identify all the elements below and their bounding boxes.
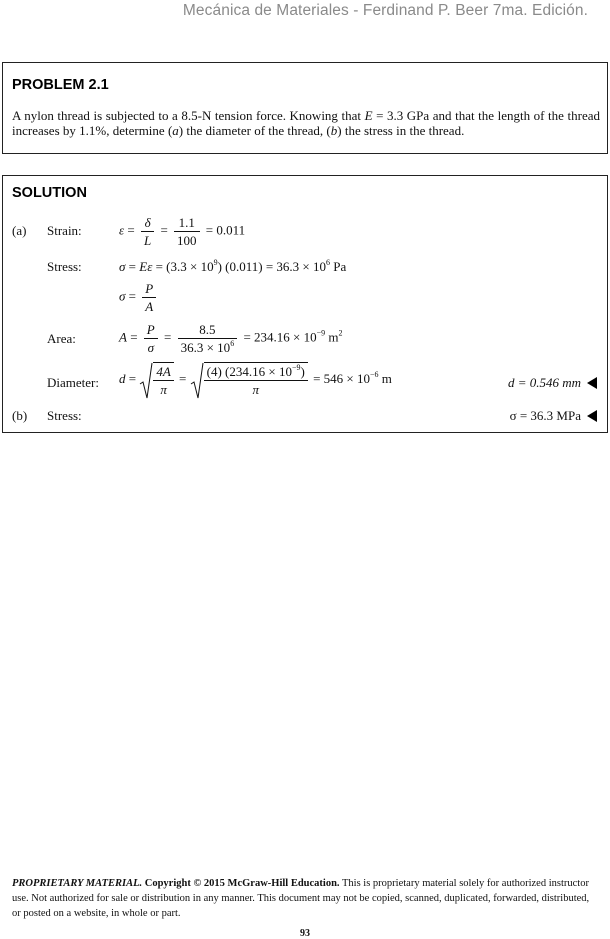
diameter-result: = 546 × 10 bbox=[313, 370, 370, 386]
equals-sign: = bbox=[125, 259, 140, 274]
stress-expr-part: ) (0.011) = 36.3 × 10 bbox=[217, 259, 327, 274]
diameter-symbol: d bbox=[119, 370, 126, 386]
area-equation bbox=[119, 321, 343, 356]
equals-sign: = bbox=[160, 222, 168, 238]
denominator-base: 36.3 × 10 bbox=[180, 340, 231, 355]
fraction-numerator: P bbox=[142, 280, 156, 298]
area-unit: m bbox=[325, 329, 339, 345]
radical-sign-icon bbox=[190, 362, 204, 400]
fraction-numerator: P bbox=[144, 321, 158, 339]
area-label: Area: bbox=[47, 331, 76, 346]
strain-equation bbox=[119, 214, 245, 249]
numerator-base: (4) (234.16 × 10 bbox=[206, 364, 292, 379]
problem-text-part: A nylon thread is subjected to a 8.5-N tension force. Knowing that bbox=[12, 108, 365, 123]
stress-unit: Pa bbox=[330, 259, 347, 274]
hooke-product: Eε bbox=[139, 259, 153, 274]
footer-notice: This is proprietary material solely for authorized instructor use. Not authorized for sale or distribution in any manner. This document may not be copied, scanned, duplicated, forwarded, distributed, or posted on a website, in whole or part. bbox=[12, 878, 590, 919]
equals-sign: = bbox=[127, 222, 135, 238]
equals-sign: = bbox=[179, 370, 187, 386]
radical-1 bbox=[139, 362, 175, 398]
exponent: −6 bbox=[370, 369, 379, 379]
modulus-symbol: E bbox=[364, 108, 373, 123]
fraction-numerator: 4A bbox=[153, 363, 173, 381]
problem-text-part: = 3.3 GPa and that the length of the thread increases by 1.1%, determine ( bbox=[12, 108, 600, 138]
exponent: 6 bbox=[326, 258, 331, 267]
fraction-denominator: σ bbox=[147, 340, 154, 355]
equals-sign: = bbox=[128, 288, 137, 304]
fraction-numerator: 8.5 bbox=[178, 321, 238, 339]
copyright-footer bbox=[12, 876, 596, 921]
area-result: = 234.16 × 10 bbox=[243, 329, 317, 345]
stress-expr-part: = (3.3 × 10 bbox=[152, 259, 214, 274]
answer-marker-icon bbox=[587, 377, 597, 389]
equals-sign: = bbox=[130, 329, 138, 345]
problem-text-part: ) the diameter of the thread, ( bbox=[178, 123, 331, 138]
part-b-label: (b) bbox=[12, 408, 28, 423]
sigma-symbol: σ bbox=[119, 259, 126, 274]
stress-answer bbox=[510, 408, 597, 424]
problem-box bbox=[2, 62, 608, 154]
exponent: −9 bbox=[316, 328, 326, 338]
exponent: −9 bbox=[291, 363, 301, 372]
part-a-letter: a bbox=[172, 123, 179, 138]
fraction-denominator: L bbox=[143, 233, 152, 248]
exponent: 2 bbox=[338, 328, 343, 338]
stress-fraction bbox=[142, 280, 156, 315]
area-fraction bbox=[144, 321, 158, 356]
footer-proprietary: PROPRIETARY MATERIAL. bbox=[12, 878, 143, 889]
footer-copyright: Copyright © 2015 McGraw-Hill Education. bbox=[142, 878, 340, 889]
fraction-numerator: 1.1 bbox=[174, 214, 200, 232]
diameter-unit: m bbox=[378, 370, 392, 386]
fraction-denominator bbox=[178, 339, 238, 356]
stress-equation bbox=[119, 259, 346, 275]
fraction-denominator: π bbox=[160, 382, 167, 397]
diameter-equation bbox=[119, 362, 392, 398]
fraction-numerator: δ bbox=[141, 214, 154, 232]
part-b-letter: b bbox=[330, 123, 338, 138]
fraction-denominator: A bbox=[145, 299, 154, 314]
fraction-denominator: π bbox=[252, 382, 259, 397]
part-a-label: (a) bbox=[12, 223, 27, 238]
area-value-fraction bbox=[178, 321, 238, 356]
radical-fraction bbox=[204, 362, 308, 398]
stress-b-label: Stress: bbox=[47, 408, 82, 423]
diameter-answer bbox=[508, 375, 597, 391]
sigma-symbol: σ bbox=[119, 288, 126, 304]
answer-marker-icon bbox=[587, 410, 597, 422]
strain-symbol: ε bbox=[119, 222, 125, 238]
strain-value-fraction bbox=[174, 214, 200, 249]
answer-text: σ = 36.3 MPa bbox=[509, 408, 581, 423]
problem-title: PROBLEM 2.1 bbox=[12, 77, 109, 93]
exponent: 6 bbox=[230, 339, 235, 348]
strain-label: Strain: bbox=[47, 223, 82, 238]
equals-sign: = bbox=[164, 329, 172, 345]
fraction-denominator: 100 bbox=[177, 233, 197, 248]
strain-fraction bbox=[141, 214, 154, 249]
solution-box bbox=[2, 175, 608, 433]
problem-text-part: ) the stress in the thread. bbox=[337, 123, 465, 138]
stress-label: Stress: bbox=[47, 259, 82, 274]
solution-title: SOLUTION bbox=[12, 185, 87, 201]
strain-result: = 0.011 bbox=[205, 222, 246, 238]
problem-statement bbox=[12, 108, 600, 138]
equals-sign: = bbox=[128, 370, 137, 386]
stress-formula bbox=[119, 280, 159, 315]
exponent: 9 bbox=[213, 258, 218, 267]
radical-fraction bbox=[153, 362, 173, 398]
radical-2 bbox=[190, 362, 310, 398]
area-symbol: A bbox=[119, 329, 127, 345]
diameter-label: Diameter: bbox=[47, 375, 99, 390]
answer-text: d = 0.546 mm bbox=[507, 375, 581, 390]
closing-paren: ) bbox=[300, 364, 305, 379]
radical-sign-icon bbox=[139, 362, 153, 400]
fraction-numerator bbox=[204, 363, 308, 381]
book-header: Mecánica de Materiales - Ferdinand P. Beer 7ma. Edición. bbox=[182, 2, 588, 19]
page-number: 93 bbox=[300, 928, 310, 939]
